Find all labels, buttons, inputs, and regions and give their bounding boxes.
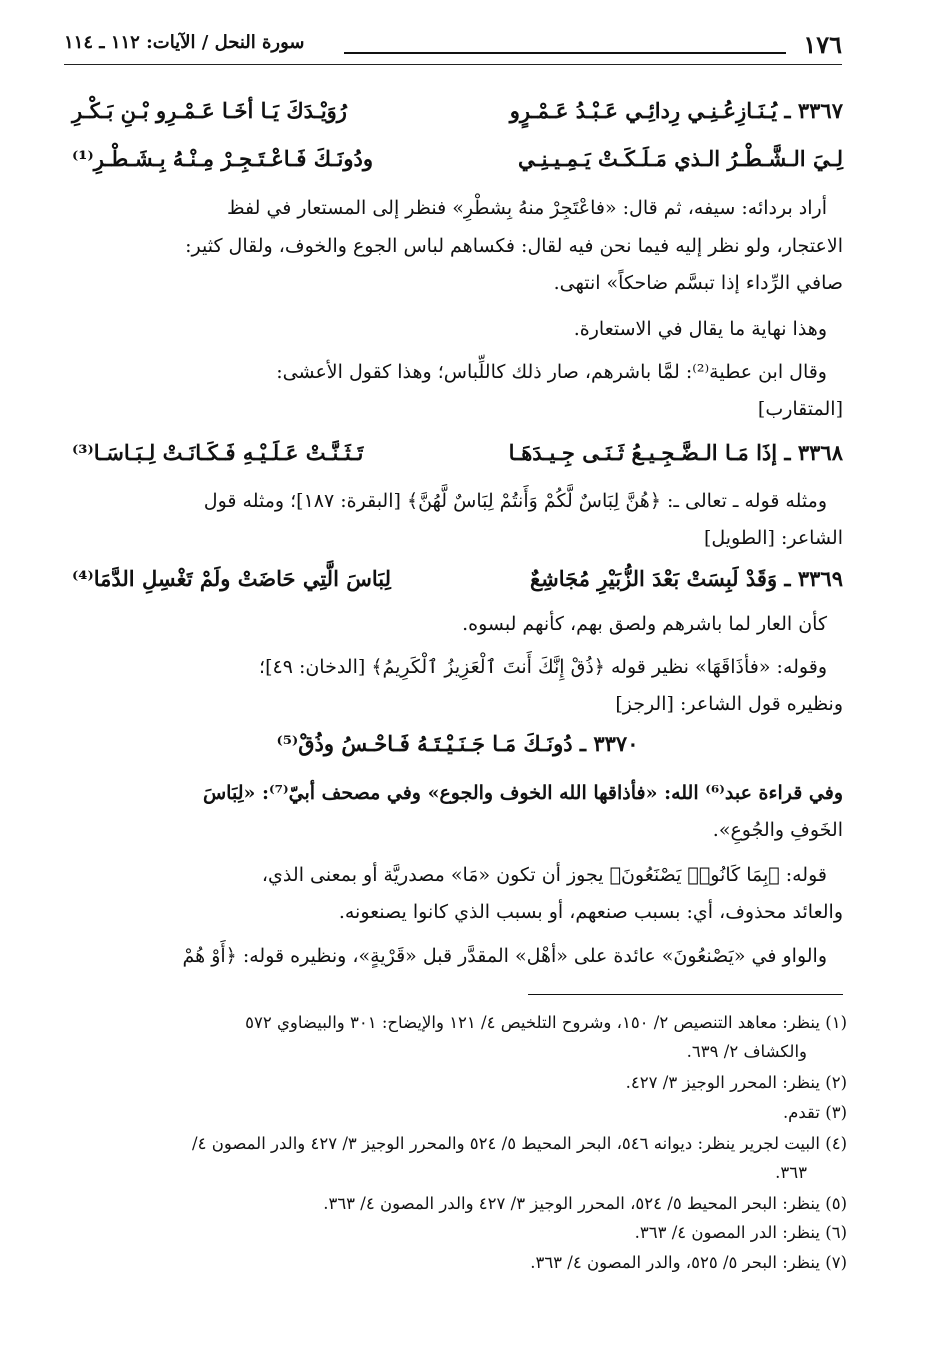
footnote: (٤) البيت لجرير ينظر: ديوانه ٥٤٦، البحر المحيط ٥/ ٥٢٤ والمحرر الوجيز ٣/ ٤٢٧ والدر المصون ٤/ bbox=[192, 1134, 847, 1153]
footnote: (٢) ينظر: المحرر الوجيز ٣/ ٤٢٧. bbox=[625, 1073, 847, 1092]
poem-second-hemistich: لِبَاسَ الَّتِي حَاضَتْ ولَمْ تَغْسِلِ الدَّمَا⁽⁴⁾ bbox=[72, 566, 391, 591]
paragraph-line: ومثله قوله ـ تعالى ـ: ﴿هُنَّ لِبَاسٌ لَّكُمْ وَأَنتُمْ لِبَاسٌ لَّهُنَّ﴾ [البقرة: ١٨٧]؛ ومثله قول bbox=[203, 490, 827, 512]
header-underline bbox=[64, 64, 842, 65]
paragraph-line: الخَوفِ والجُوعِ». bbox=[712, 819, 843, 841]
paragraph-line: الاعتجار، ولو نظر إليه فيما نحن فيه لقال: فكساهم لباس الجوع والخوف، ولقال كثير: bbox=[185, 235, 843, 257]
paragraph-line: ونظيره قول الشاعر: [الرجز] bbox=[615, 693, 843, 715]
poem-verse bbox=[72, 566, 843, 600]
poem-verse bbox=[72, 146, 843, 180]
paragraph-line: الشاعر: [الطويل] bbox=[703, 527, 843, 549]
poem-second-hemistich: رُوَيْـدَكَ يَـا أخَـا عَـمْـرِو بْـنِ بَـكْـرِ bbox=[72, 98, 347, 123]
footnote-divider bbox=[528, 994, 843, 995]
page-number: ١٧٦ bbox=[803, 30, 842, 59]
footnote: (١) ينظر: معاهد التنصيص ٢/ ١٥٠، وشروح التلخيص ٤/ ١٢١ والإيضاح: ٣٠١ والبيضاوي ٥٧٢ bbox=[245, 1013, 847, 1032]
poem-first-hemistich: ٣٣٦٩ ـ وَقَدْ لَبِسَتْ بَعْدَ الزُّبَيْرِ مُجَاشِعٌ bbox=[530, 566, 843, 591]
paragraph-line: وقوله: «فأذَاقَهَا» نظير قوله ﴿ذُقْ إِنَّكَ أَنتَ ٱلْعَزِيزُ ٱلْكَرِيمُ﴾ [الدخان: ٤٩]؛ bbox=[259, 656, 827, 678]
poem-first-hemistich: ٣٣٦٧ ـ يُـنَـازِعُـنِـي رِدائِـي عَـبْـدُ عَـمْـرٍو bbox=[509, 98, 843, 123]
paragraph-line: وفي قراءة عبد⁽⁶⁾ الله: «فأذاقها الله الخوف والجوع» وفي مصحف أبيّ⁽⁷⁾: «لِبَاسَ bbox=[202, 782, 843, 804]
paragraph-line: والعائد محذوف، أي: بسبب صنعهم، أو بسبب الذي كانوا يصنعونه. bbox=[338, 901, 843, 923]
footnote: (٦) ينظر: الدر المصون ٤/ ٣٦٣. bbox=[634, 1223, 847, 1242]
poem-verse-centered: ٣٣٧٠ ـ دُونَـكَ مَـا جَـنَـيْـتَـهُ فَـاحْـسُ وذُقْ⁽⁵⁾ bbox=[276, 731, 639, 756]
paragraph-line: صافي الرِّداء إذا تبسَّم ضاحكاً» انتهى. bbox=[553, 272, 843, 294]
poem-first-hemistich: لِـيَ الـشَّـطْـرُ الـذي مَـلَـكَـتْ يَـمِـيـنِـي bbox=[517, 146, 843, 171]
paragraph-line: وقال ابن عطية⁽²⁾: لمَّا باشرهم، صار ذلك كاللِّباس؛ وهذا كقول الأعشى: bbox=[276, 361, 827, 383]
paragraph-line: والواو في «يَصْنعُونَ» عائدة على «أهْل» المقدَّر قبل «قَرْيةٍ»، ونظيره قوله: ﴿أَوْ هُمْ bbox=[182, 945, 827, 967]
poem-verse bbox=[72, 98, 843, 132]
footnote: (٧) ينظر: البحر ٥/ ٥٢٥، والدر المصون ٤/ ٣٦٣. bbox=[530, 1253, 847, 1272]
page-header bbox=[64, 30, 842, 62]
poem-second-hemistich: تَـثَـنَّـتْ عَـلَـيْـهِ فَـكَـانَـتْ لِـبَـاسَـا⁽³⁾ bbox=[72, 440, 364, 465]
meter-label: [المتقارب] bbox=[757, 398, 843, 420]
paragraph-line: كأن العار لما باشرهم ولصق بهم، كأنهم لبسوه. bbox=[462, 613, 827, 635]
header-rule bbox=[344, 52, 786, 54]
footnote-continuation: ٣٦٣. bbox=[775, 1163, 807, 1182]
footnote-continuation: والكشاف ٢/ ٦٣٩. bbox=[686, 1042, 807, 1061]
poem-first-hemistich: ٣٣٦٨ ـ إذَا مَـا الـضَّـجِـيـعُ ثَـنَـى جِـيـدَهَـا bbox=[508, 440, 843, 465]
poem-second-hemistich: ودُونَـكَ فَـاعْـتَـجِـرْ مِـنْـهُ بِـشَـطْـرِ⁽¹⁾ bbox=[72, 146, 374, 171]
footnote: (٥) ينظر: البحر المحيط ٥/ ٥٢٤، المحرر الوجيز ٣/ ٤٢٧ والدر المصون ٤/ ٣٦٣. bbox=[323, 1194, 847, 1213]
paragraph-line: قوله: ﴿بِمَا كَانُوا۟ يَصْنَعُونَ﴾ يجوز أن تكون «مَا» مصدريَّة أو بمعنى الذي، bbox=[261, 864, 827, 886]
running-title: سورة النحل / الآيات: ١١٢ ـ ١١٤ bbox=[64, 32, 305, 53]
footnote: (٣) تقدم. bbox=[782, 1103, 847, 1122]
paragraph-line: وهذا نهاية ما يقال في الاستعارة. bbox=[573, 318, 827, 340]
paragraph-line: أراد بردائه: سيفه، ثم قال: «فاعْتَجِرْ منهُ بِشطْرِ» فنظر إلى المستعار في لفظ bbox=[226, 197, 827, 219]
poem-verse bbox=[72, 440, 843, 474]
